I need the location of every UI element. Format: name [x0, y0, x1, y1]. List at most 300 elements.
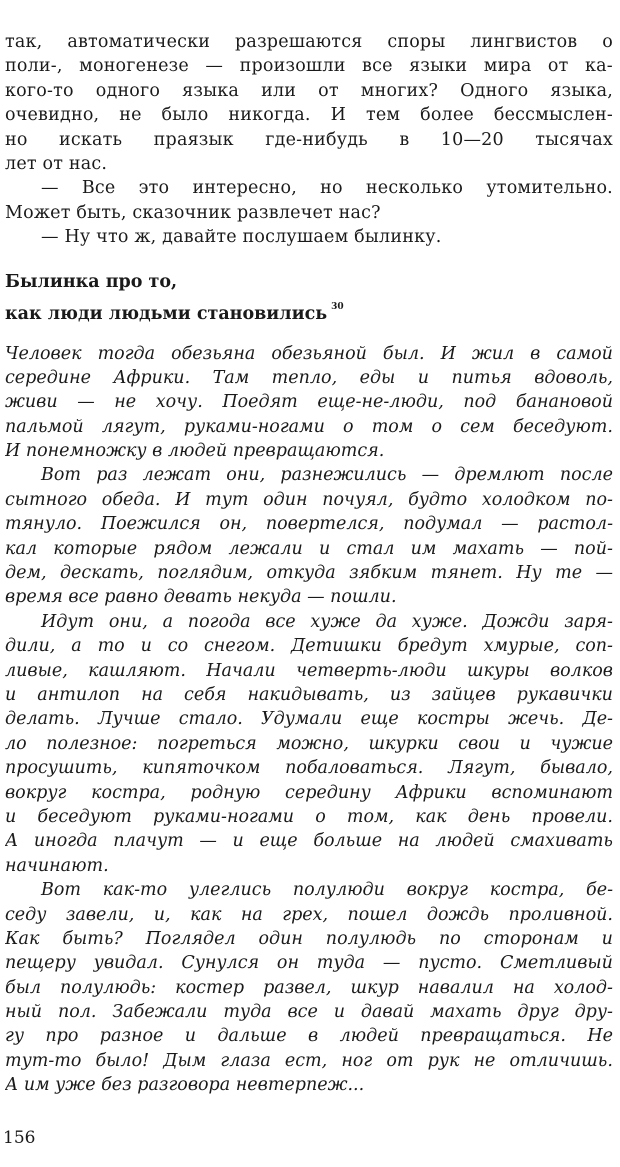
word: по- [585, 489, 613, 510]
word: тепло, [271, 367, 338, 388]
word: и [601, 928, 613, 949]
word: развел, [263, 977, 332, 998]
word: людей [339, 1026, 399, 1047]
word: И [440, 343, 456, 364]
story-line [5, 951, 613, 975]
word: просушить, [5, 758, 118, 779]
word: рук [427, 1050, 460, 1071]
word: он, [219, 514, 248, 535]
story-line [5, 903, 613, 927]
word: беседуют. [512, 416, 613, 437]
story-line [5, 390, 613, 414]
story-line: начинают. [5, 855, 109, 876]
word: растол- [537, 514, 613, 535]
word: Как [5, 928, 40, 949]
word: свои [458, 733, 500, 754]
word: хочу. [155, 392, 203, 413]
word: и, [153, 904, 171, 925]
word: навалил [417, 977, 494, 998]
word: утомительно. [486, 178, 613, 199]
word: тогда [97, 343, 156, 364]
word: им [410, 538, 437, 559]
word: а [71, 636, 82, 657]
word: бредут [397, 636, 468, 657]
word: дили, [5, 636, 56, 657]
word: день [467, 806, 511, 827]
word: стал [346, 538, 395, 559]
word: плачут [113, 831, 184, 852]
word: почуял, [322, 489, 394, 510]
word: от [318, 80, 339, 101]
word: интересно, [192, 178, 297, 199]
word: один [263, 489, 308, 510]
word: дескать, [59, 563, 144, 584]
word: пой- [573, 538, 613, 559]
word: по [438, 928, 461, 949]
word: беседуют [37, 806, 132, 827]
word: споры [387, 32, 446, 52]
word: холод- [553, 977, 613, 998]
word: Не [587, 1026, 613, 1047]
word: питья [451, 367, 512, 388]
story-line [5, 1024, 613, 1048]
word: более [420, 105, 474, 126]
word: и [318, 538, 331, 559]
word: мира [483, 56, 532, 77]
intro-line [5, 79, 613, 103]
word: о [602, 32, 613, 52]
word: он [276, 953, 299, 974]
word: от [386, 1050, 414, 1071]
word: ка- [585, 56, 613, 77]
word: ло [5, 733, 27, 754]
word: Де- [582, 709, 613, 730]
word: друг [517, 1002, 559, 1023]
word: Поедят [222, 392, 298, 413]
word: хуже [310, 611, 361, 632]
word: будто [408, 489, 468, 510]
word: Все [81, 178, 116, 199]
word: в [530, 343, 541, 364]
word: Там [212, 367, 250, 388]
word: языки [409, 56, 468, 77]
word: ный [5, 1002, 43, 1023]
story-line [5, 683, 613, 707]
word: Начали [206, 660, 276, 681]
word: Дым [163, 1050, 207, 1071]
word: вдоволь, [534, 367, 613, 388]
word: себя [184, 684, 227, 705]
word: еще [259, 831, 298, 852]
intro-line [5, 103, 613, 127]
word: произошли [239, 56, 346, 77]
word: бе- [586, 880, 613, 901]
word: которые [53, 538, 138, 559]
word: Детишки [291, 636, 382, 657]
word: антилоп [37, 684, 121, 705]
word: руками-ногами [183, 416, 325, 437]
word: жечь. [508, 709, 565, 730]
story-line [5, 659, 613, 683]
story-line: И понемножку в людей превращаются. [5, 441, 385, 462]
story-line [5, 537, 613, 561]
word: бессмыслен- [493, 105, 613, 126]
intro-line: Может быть, сказочник развлечет нас? [5, 202, 381, 223]
word: глаза [220, 1050, 271, 1071]
word: кал [5, 538, 38, 559]
story-line [5, 805, 613, 829]
word: — [382, 953, 401, 974]
word: автоматически [67, 32, 211, 52]
word: тут [205, 489, 249, 510]
word: улеглись [188, 880, 272, 901]
book-page [5, 30, 613, 1098]
word: смахивать [510, 831, 613, 852]
word: и [519, 733, 531, 754]
story-line: время все равно девать некуда — пошли. [5, 587, 397, 608]
word: не [119, 105, 142, 126]
word: костра, [91, 782, 166, 803]
word: том, [346, 806, 395, 827]
word: пещеру [5, 953, 76, 974]
word: седу [5, 904, 47, 925]
word: обезьяной [271, 343, 367, 364]
word: Африки [395, 782, 467, 803]
word: полулюдь [325, 928, 417, 949]
word: — [199, 831, 217, 852]
word: бывало, [540, 758, 613, 779]
intro-text [5, 30, 613, 250]
word: так, [5, 32, 43, 52]
heading-line-2-text: как люди людьми становились [5, 303, 328, 324]
word: Ну [516, 563, 542, 584]
heading-line-1: Былинка про то, [5, 271, 178, 292]
word: — [41, 178, 59, 199]
word: иногда [33, 831, 98, 852]
word: тянет. [430, 563, 503, 584]
word: шкуры [466, 660, 530, 681]
word: от [547, 56, 569, 77]
word: очевидно, [5, 105, 100, 126]
word: хмурые, [483, 636, 560, 657]
word: ног [341, 1050, 373, 1071]
story-text [5, 342, 613, 1098]
story-line [5, 463, 613, 487]
word: махать [452, 538, 524, 559]
word: стало. [178, 709, 243, 730]
word: И [175, 489, 191, 510]
heading-line-2 [5, 295, 613, 324]
word: никогда. [228, 105, 311, 126]
word: и [232, 831, 244, 852]
word: откуда [266, 563, 336, 584]
word: Сметливый [499, 953, 613, 974]
word: чужие [550, 733, 613, 754]
word: разное [99, 1026, 164, 1047]
word: хуже. [411, 611, 468, 632]
word: языка, [550, 80, 613, 101]
word: дождь [426, 904, 489, 925]
word: полулюдь: [60, 977, 157, 998]
word: да [375, 611, 398, 632]
word: костер [175, 977, 245, 998]
word: те [555, 563, 583, 584]
word: про [45, 1026, 79, 1047]
story-line [5, 976, 613, 1000]
word: еще-не-люди, [317, 392, 444, 413]
word: лежали [228, 538, 303, 559]
word: был. [382, 343, 425, 364]
story-line [5, 756, 613, 780]
word: ливые, [5, 660, 68, 681]
word: был [5, 977, 42, 998]
word: зайцев [431, 684, 496, 705]
word: как-то [102, 880, 168, 901]
word: гу [5, 1026, 24, 1047]
word: делать. [5, 709, 80, 730]
word: туда [223, 1002, 272, 1023]
story-line [5, 342, 613, 366]
story-line: А им уже без разговора невтерпеж... [5, 1075, 365, 1096]
word: Вот [41, 465, 81, 486]
intro-line [5, 128, 613, 152]
word: а [162, 611, 174, 632]
word: Поглядел [145, 928, 236, 949]
word: как [415, 806, 447, 827]
word: было [161, 105, 209, 126]
story-line [5, 610, 613, 634]
word: Лучше [97, 709, 161, 730]
word: лежат [142, 465, 212, 486]
intro-line: лет от нас. [5, 153, 108, 174]
word: дальше [217, 1026, 287, 1047]
page-number: 156 [3, 1128, 36, 1148]
footnote-marker: 30 [331, 301, 344, 312]
word: повертелся, [265, 514, 385, 535]
word: Вот [41, 880, 81, 901]
word: ест, [284, 1050, 328, 1071]
word: костры [416, 709, 490, 730]
word: тянуло. [5, 514, 83, 535]
word: языка [182, 80, 240, 101]
word: где-нибудь [265, 129, 368, 150]
word: дру- [574, 1002, 613, 1023]
word: моногенезе [79, 56, 189, 77]
word: — [501, 514, 519, 535]
word: накидывать, [247, 684, 369, 705]
word: лингвистов [470, 32, 578, 52]
word: и [417, 367, 430, 388]
word: подумал [403, 514, 483, 535]
word: лягут, [101, 416, 166, 437]
word: на [512, 977, 535, 998]
word: Одного [460, 80, 529, 101]
word: соп- [575, 636, 613, 657]
word: многих? [360, 80, 439, 101]
word: Идут [41, 611, 95, 632]
word: сторонам [483, 928, 579, 949]
word: то [97, 636, 125, 657]
word: искать [59, 129, 123, 150]
word: в [308, 1026, 319, 1047]
word: волков [549, 660, 613, 681]
word: банановой [515, 392, 613, 413]
word: обезьяна [171, 343, 256, 364]
word: пол. [57, 1002, 97, 1023]
word: быть? [62, 928, 123, 949]
word: отличишь. [509, 1050, 613, 1071]
word: А [5, 831, 19, 852]
word: кипяточком [142, 758, 261, 779]
word: живи [5, 392, 58, 413]
word: — [540, 538, 558, 559]
word: они, [226, 465, 266, 486]
word: увидал. [93, 953, 164, 974]
word: махать [430, 1002, 502, 1023]
word: зaря- [564, 611, 613, 632]
word: со [167, 636, 189, 657]
word: четверть-люди [296, 660, 447, 681]
word: кашляют. [88, 660, 186, 681]
word: рядом [153, 538, 213, 559]
word: родную [190, 782, 261, 803]
word: сытного [5, 489, 88, 510]
word: снегом. [204, 636, 276, 657]
story-line [5, 634, 613, 658]
word: еще [360, 709, 399, 730]
word: пальмой [5, 416, 84, 437]
word: но [5, 129, 28, 150]
word: пусто. [418, 953, 483, 974]
word: все [265, 611, 296, 632]
word: но [320, 178, 343, 199]
word: вспоминают [491, 782, 613, 803]
word: на [397, 831, 420, 852]
word: Африки. [113, 367, 191, 388]
word: о [431, 416, 443, 437]
word: разрешаются [235, 32, 363, 52]
word: под [463, 392, 497, 413]
word: о [343, 416, 354, 437]
word: побаловаться. [285, 758, 424, 779]
word: жил [471, 343, 515, 364]
word: костра, [489, 880, 565, 901]
word: — [205, 56, 224, 77]
word: зябким [349, 563, 418, 584]
word: дремлют [454, 465, 545, 486]
word: на [141, 684, 164, 705]
word: том [371, 416, 414, 437]
word: тут-то [5, 1050, 82, 1071]
word: рукавички [516, 684, 613, 705]
word: вокруг [5, 782, 67, 803]
word: Сунулся [181, 953, 260, 974]
section-heading [5, 270, 613, 324]
word: — [595, 563, 613, 584]
word: и [5, 806, 17, 827]
word: и [333, 1002, 345, 1023]
word: грех, [282, 904, 329, 925]
story-line [5, 829, 613, 853]
word: поглядим, [157, 563, 254, 584]
word: несколько [365, 178, 464, 199]
word: разнежились [280, 465, 407, 486]
word: или [261, 80, 297, 101]
word: проливной. [508, 904, 613, 925]
word: 10—20 [440, 129, 504, 150]
word: провели. [531, 806, 613, 827]
story-line [5, 781, 613, 805]
word: шкур [350, 977, 399, 998]
word: можно, [276, 733, 349, 754]
word: это [138, 178, 170, 199]
word: одного [95, 80, 161, 101]
word: не [473, 1050, 496, 1071]
word: было! [95, 1050, 150, 1071]
word: холодком [481, 489, 571, 510]
word: Лягут, [448, 758, 516, 779]
word: кого-то [5, 80, 74, 101]
intro-line [5, 176, 613, 200]
word: пошел [347, 904, 408, 925]
word: как [190, 904, 222, 925]
word: погреться [157, 733, 257, 754]
word: о [315, 806, 326, 827]
word: они, [108, 611, 148, 632]
word: Поежился [100, 514, 201, 535]
word: — [77, 392, 95, 413]
word: погода [187, 611, 251, 632]
word: один [258, 928, 303, 949]
story-line [5, 366, 613, 390]
word: раз [96, 465, 128, 486]
word: праязык [153, 129, 234, 150]
word: тем [365, 105, 401, 126]
intro-line [5, 30, 613, 54]
word: шкурки [368, 733, 439, 754]
word: превращаться. [420, 1026, 566, 1047]
word: полезное: [46, 733, 138, 754]
word: и [140, 636, 152, 657]
word: из [389, 684, 411, 705]
story-line [5, 1000, 613, 1024]
word: вокруг [406, 880, 468, 901]
word: дем, [5, 563, 47, 584]
word: еды [359, 367, 396, 388]
word: обеда. [101, 489, 161, 510]
word: руками-ногами [153, 806, 295, 827]
intro-line: — Ну что ж, давайте послушаем былинку. [41, 227, 442, 248]
story-line [5, 561, 613, 585]
word: больше [313, 831, 383, 852]
word: поли-, [5, 56, 63, 77]
story-line [5, 488, 613, 512]
word: все [362, 56, 393, 77]
word: — [421, 465, 440, 486]
intro-line [5, 54, 613, 78]
word: не [114, 392, 137, 413]
word: все [287, 1002, 318, 1023]
story-line [5, 512, 613, 536]
word: на [240, 904, 263, 925]
story-line [5, 415, 613, 439]
word: и [184, 1026, 197, 1047]
word: людей [435, 831, 495, 852]
word: полулюди [292, 880, 385, 901]
word: середине [5, 367, 91, 388]
story-line [5, 1049, 613, 1073]
word: в [399, 129, 410, 150]
